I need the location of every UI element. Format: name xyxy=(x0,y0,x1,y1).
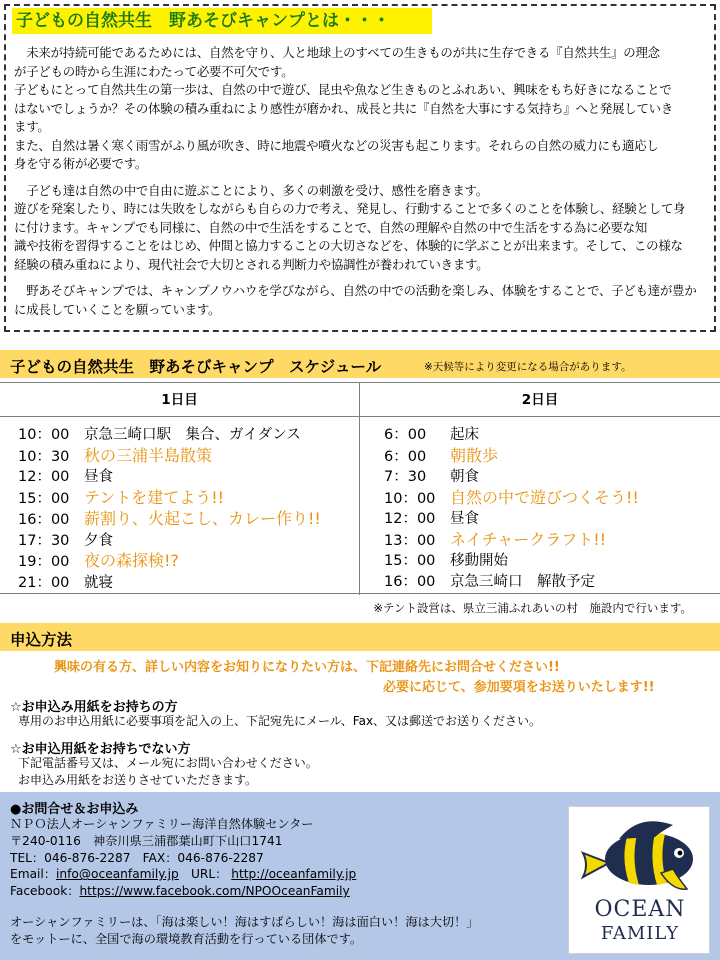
intro-line: 身を守る術が必要です。 xyxy=(14,156,148,171)
intro-paragraph-1 xyxy=(14,44,714,174)
schedule-time: 10：30 xyxy=(18,448,70,465)
schedule-row xyxy=(360,488,720,510)
intro-line: 識や技術を習得することをはじめ、仲間と協力することの大切さなどを、体験的に学ぶことが出来ます。そして、この様な xyxy=(14,238,683,253)
intro-line: ます。 xyxy=(14,119,50,134)
schedule-time: 16：00 xyxy=(384,573,436,590)
schedule-event: 移動開始 xyxy=(450,553,508,569)
schedule-time: 10：00 xyxy=(384,490,436,507)
day1-rows xyxy=(0,417,359,593)
option-no-form-line2: お申込み用紙をお送りさせていただきます。 xyxy=(18,773,258,787)
ocean-family-logo xyxy=(568,806,710,954)
schedule-time: 7：30 xyxy=(384,469,427,485)
schedule-row xyxy=(0,446,359,468)
schedule-time: 6：00 xyxy=(384,448,427,465)
contact-address: 〒240-0116 神奈川県三浦郡葉山町下山口1741 xyxy=(10,833,283,848)
option-has-form-title: ☆お申込み用紙をお持ちの方 xyxy=(10,700,178,715)
contact-phone-fax: TEL：046-876-2287 FAX：046-876-2287 xyxy=(10,850,264,865)
schedule-event: 昼食 xyxy=(450,511,479,527)
schedule-time: 17：30 xyxy=(18,532,70,549)
schedule-header xyxy=(0,350,720,378)
intro-line: に成長していくことを願っています。 xyxy=(14,301,221,317)
schedule-time: 12：00 xyxy=(18,469,70,485)
schedule-row xyxy=(360,446,720,468)
intro-line: が子どもの時から生涯にわたって必要不可欠です。 xyxy=(14,63,294,79)
intro-line: 未来が持続可能であるためには、自然を守り、人と地球上のすべての生きものが共に生存できる『自然共生』の理念 xyxy=(14,45,660,60)
schedule-row xyxy=(360,530,720,552)
schedule-note: ※天候等により変更になる場合があります。 xyxy=(424,361,632,373)
day1-header: 1日目 xyxy=(0,383,359,417)
schedule-event-highlight: 薪割り、火起こし、カレー作り!! xyxy=(84,509,321,528)
schedule-time: 12：00 xyxy=(384,511,436,527)
schedule-event-highlight: 秋の三浦半島散策 xyxy=(84,445,213,465)
url-link[interactable]: http://oceanfamily.jp xyxy=(231,867,357,882)
schedule-row xyxy=(360,572,720,593)
schedule-row xyxy=(360,467,720,488)
schedule-row xyxy=(0,425,359,446)
mission-line2: をモットーに、全国で海の環境教育活動を行っている団体です。 xyxy=(10,931,363,946)
intro-line: に付けます。キャンプでも同様に、自然の中で生活をすることで、自然の理解や自然の中で生活をする為に必要な知 xyxy=(14,219,648,235)
schedule-row xyxy=(360,551,720,572)
schedule-row xyxy=(360,509,720,530)
schedule-time: 15：00 xyxy=(384,553,436,569)
facebook-label: Facebook： xyxy=(10,884,80,899)
apply-call-to-action-1: 興味の有る方、詳しい内容をお知りになりたい方は、下記連絡先にお問合せください!! xyxy=(54,660,560,675)
schedule-time: 10：00 xyxy=(18,427,70,443)
schedule-event: 就寝 xyxy=(84,574,113,591)
contact-org: ＮＰＯ法人オーシャンファミリー海洋自然体験センター xyxy=(10,817,314,831)
intro-line: 子ども達は自然の中で自由に遊ぶことにより、多くの刺激を受け、感性を磨きます。 xyxy=(14,182,488,198)
schedule-row xyxy=(0,488,359,510)
option-no-form-line1: 下記電話番号又は、メール宛にお問い合わせください。 xyxy=(18,756,318,770)
schedule-table xyxy=(0,382,720,594)
schedule-row xyxy=(0,573,359,594)
email-link[interactable]: info@oceanfamily.jp xyxy=(56,867,179,882)
day2-column xyxy=(360,383,720,595)
schedule-row xyxy=(0,509,359,531)
schedule-event: 昼食 xyxy=(84,469,113,485)
schedule-time: 21：00 xyxy=(18,574,70,591)
schedule-row xyxy=(360,425,720,446)
day2-rows xyxy=(360,417,720,592)
option-has-form-text: 専用のお申込用紙に必要事項を記入の上、下記宛先にメール、Fax、又は郵送でお送りください。 xyxy=(18,714,542,728)
schedule-event-highlight: 朝散歩 xyxy=(450,445,499,465)
schedule-event: 朝食 xyxy=(450,469,479,485)
schedule-event-highlight: 自然の中で遊びつくそう!! xyxy=(450,487,639,507)
apply-header xyxy=(0,623,720,651)
intro-body xyxy=(14,44,714,327)
intro-paragraph-3 xyxy=(14,282,714,319)
day2-header: 2日目 xyxy=(360,383,720,417)
schedule-event: 京急三崎口 解散予定 xyxy=(450,573,595,590)
contact-details xyxy=(10,816,356,900)
schedule-event-highlight: ネイチャークラフト!! xyxy=(450,529,607,549)
contact-mission xyxy=(10,914,478,948)
intro-box xyxy=(4,4,716,332)
url-label: URL： xyxy=(178,867,228,882)
apply-call-to-action-2: 必要に応じて、参加要項をお送りいたします!! xyxy=(383,680,655,695)
schedule-row xyxy=(0,551,359,573)
schedule-footnote: ※テント設営は、県立三浦ふれあいの村 施設内で行います。 xyxy=(373,601,692,615)
schedule-event-highlight: 夜の森探検!? xyxy=(84,551,179,570)
contact-email-url-line xyxy=(10,866,356,883)
schedule-title: 子どもの自然共生 野あそびキャンプ スケジュール xyxy=(10,358,382,376)
intro-line: 経験の積み重ねにより、現代社会で大切とされる判断力や協調性が養われていきます。 xyxy=(14,256,489,272)
intro-line: 子どもにとって自然共生の第一歩は、自然の中で遊び、昆虫や魚など生きものとふれあい、興味をもち好きになることで xyxy=(14,82,672,97)
intro-title: 子どもの自然共生 野あそびキャンプとは・・・ xyxy=(12,8,432,34)
schedule-row xyxy=(0,467,359,488)
option-no-form-title: ☆お申込用紙をお持ちでない方 xyxy=(10,742,191,757)
day1-column xyxy=(0,383,360,595)
intro-line: また、自然は暑く寒く雨雪がふり風が吹き、時に地震や噴火などの災害も起こります。それらの自然の威力にも適応し xyxy=(14,137,659,153)
schedule-event: 起床 xyxy=(450,427,479,443)
apply-title: 申込方法 xyxy=(10,631,73,649)
facebook-link[interactable]: https://www.facebook.com/NPOOceanFamily xyxy=(79,884,350,899)
schedule-time: 6：00 xyxy=(384,427,427,443)
schedule-time: 15：00 xyxy=(18,490,70,507)
mission-line1: オーシャンファミリーは、「海は楽しい！海はすばらしい！海は面白い！海は大切！」 xyxy=(10,915,479,929)
contact-facebook-line xyxy=(10,883,356,900)
intro-paragraph-2 xyxy=(14,182,714,275)
intro-line: 野あそびキャンプでは、キャンプノウハウを学びながら、自然の中での活動を楽しみ、体験をすることで、子ども達が豊か xyxy=(14,283,697,298)
logo-word-ocean: OCEAN xyxy=(594,897,686,922)
schedule-time: 16：00 xyxy=(18,512,70,528)
logo-word-family: FAMILY xyxy=(600,923,680,944)
schedule-event: 京急三崎口駅 集合、ガイダンス xyxy=(84,427,301,443)
email-label: Email： xyxy=(10,867,57,882)
intro-line: はないでしょうか？その体験の積み重ねにより感性が磨かれ、成長と共に『自然を大事にする気持ち』へと発展していき xyxy=(14,100,674,116)
schedule-time: 13：00 xyxy=(384,532,436,549)
schedule-row xyxy=(0,531,359,552)
schedule-time: 19：00 xyxy=(18,554,70,570)
schedule-event-highlight: テントを建てよう!! xyxy=(84,487,225,507)
schedule-event: 夕食 xyxy=(84,532,113,549)
intro-line: 遊びを発案したり、時には失敗をしながらも自らの力で考え、発見し、行動することで多くのことを体験し、経験として身 xyxy=(14,201,686,216)
contact-title: ●お問合せ＆お申込み xyxy=(10,802,139,817)
